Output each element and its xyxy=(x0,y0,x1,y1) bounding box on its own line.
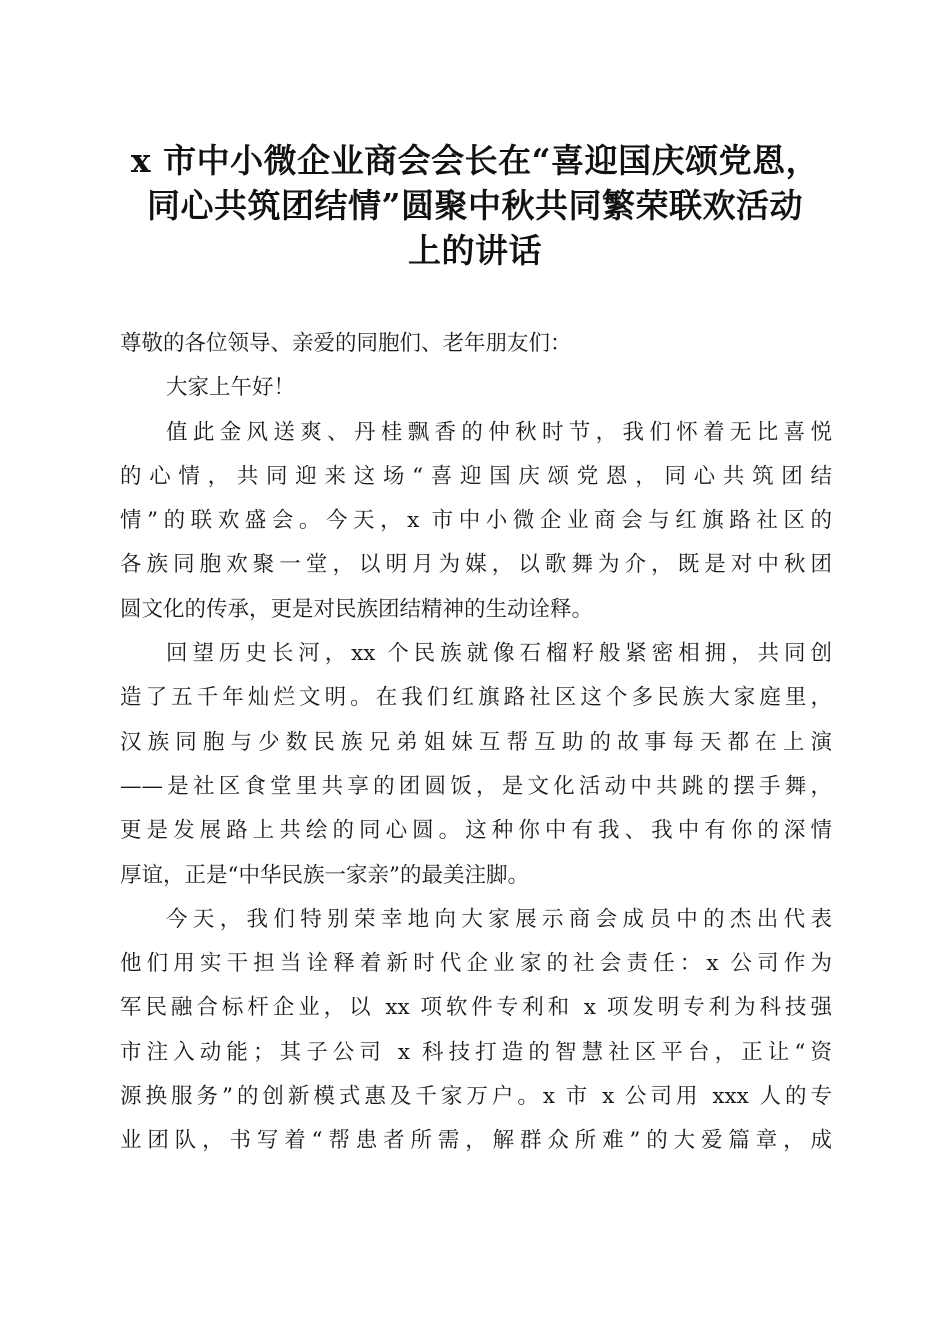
paragraph-line: 今天，我们特别荣幸地向大家展示商会成员中的杰出代表 xyxy=(166,906,832,932)
paragraph-line: 情”的联欢盛会。今天，x 市中小微企业商会与红旗路社区的 xyxy=(120,508,832,534)
paragraph-line: 各族同胞欢聚一堂，以明月为媒，以歌舞为介，既是对中秋团 xyxy=(120,552,832,578)
paragraph-2 xyxy=(120,632,832,898)
title-line-1: x 市中小微企业商会会长在“喜迎国庆颂党恩， xyxy=(130,141,820,180)
salutation xyxy=(120,322,832,366)
paragraph-line: 圆文化的传承，更是对民族团结精神的生动诠释。 xyxy=(120,596,594,622)
salutation-text: 尊敬的各位领导、亲爱的同胞们、老年朋友们： xyxy=(120,331,572,356)
paragraph-line: 的心情，共同迎来这场“喜迎国庆颂党恩，同心共筑团结 xyxy=(120,463,832,489)
paragraph-line: 造了五千年灿烂文明。在我们红旗路社区这个多民族大家庭里， xyxy=(120,685,832,711)
paragraph-line: 军民融合标杆企业，以 xx 项软件专利和 x 项发明专利为科技强 xyxy=(120,995,832,1021)
paragraph-line: 回望历史长河，xx 个民族就像石榴籽般紧密相拥，共同创 xyxy=(166,641,832,667)
paragraph-line: 他们用实干担当诠释着新时代企业家的社会责任：x 公司作为 xyxy=(120,951,832,977)
paragraph-1 xyxy=(120,411,832,632)
paragraph-line: 汉族同胞与少数民族兄弟姐妹互帮互助的故事每天都在上演 xyxy=(120,729,832,755)
paragraph-line: 厚谊，正是“中华民族一家亲”的最美注脚。 xyxy=(120,862,529,888)
paragraph-line: 市注入动能；其子公司 x 科技打造的智慧社区平台，正让“资 xyxy=(120,1039,832,1065)
document-body xyxy=(120,322,832,1164)
greeting xyxy=(120,366,832,410)
paragraph-line: 更是发展路上共绘的同心圆。这种你中有我、我中有你的深情 xyxy=(120,818,832,844)
paragraph-line: ——是社区食堂里共享的团圆饭，是文化活动中共跳的摆手舞， xyxy=(120,773,832,799)
paragraph-3 xyxy=(120,898,832,1164)
title-line-3: 上的讲话 xyxy=(408,231,542,270)
greeting-text: 大家上午好！ xyxy=(166,375,296,401)
document-title xyxy=(110,138,840,273)
title-line-2: 同心共筑团结情”圆聚中秋共同繁荣联欢活动 xyxy=(147,186,803,225)
paragraph-line: 值此金风送爽、丹桂飘香的仲秋时节，我们怀着无比喜悦 xyxy=(166,419,832,445)
paragraph-line: 业团队，书写着“帮患者所需，解群众所难”的大爱篇章，成 xyxy=(120,1128,832,1154)
paragraph-line: 源换服务”的创新模式惠及千家万户。x 市 x 公司用 xxx 人的专 xyxy=(120,1084,832,1110)
